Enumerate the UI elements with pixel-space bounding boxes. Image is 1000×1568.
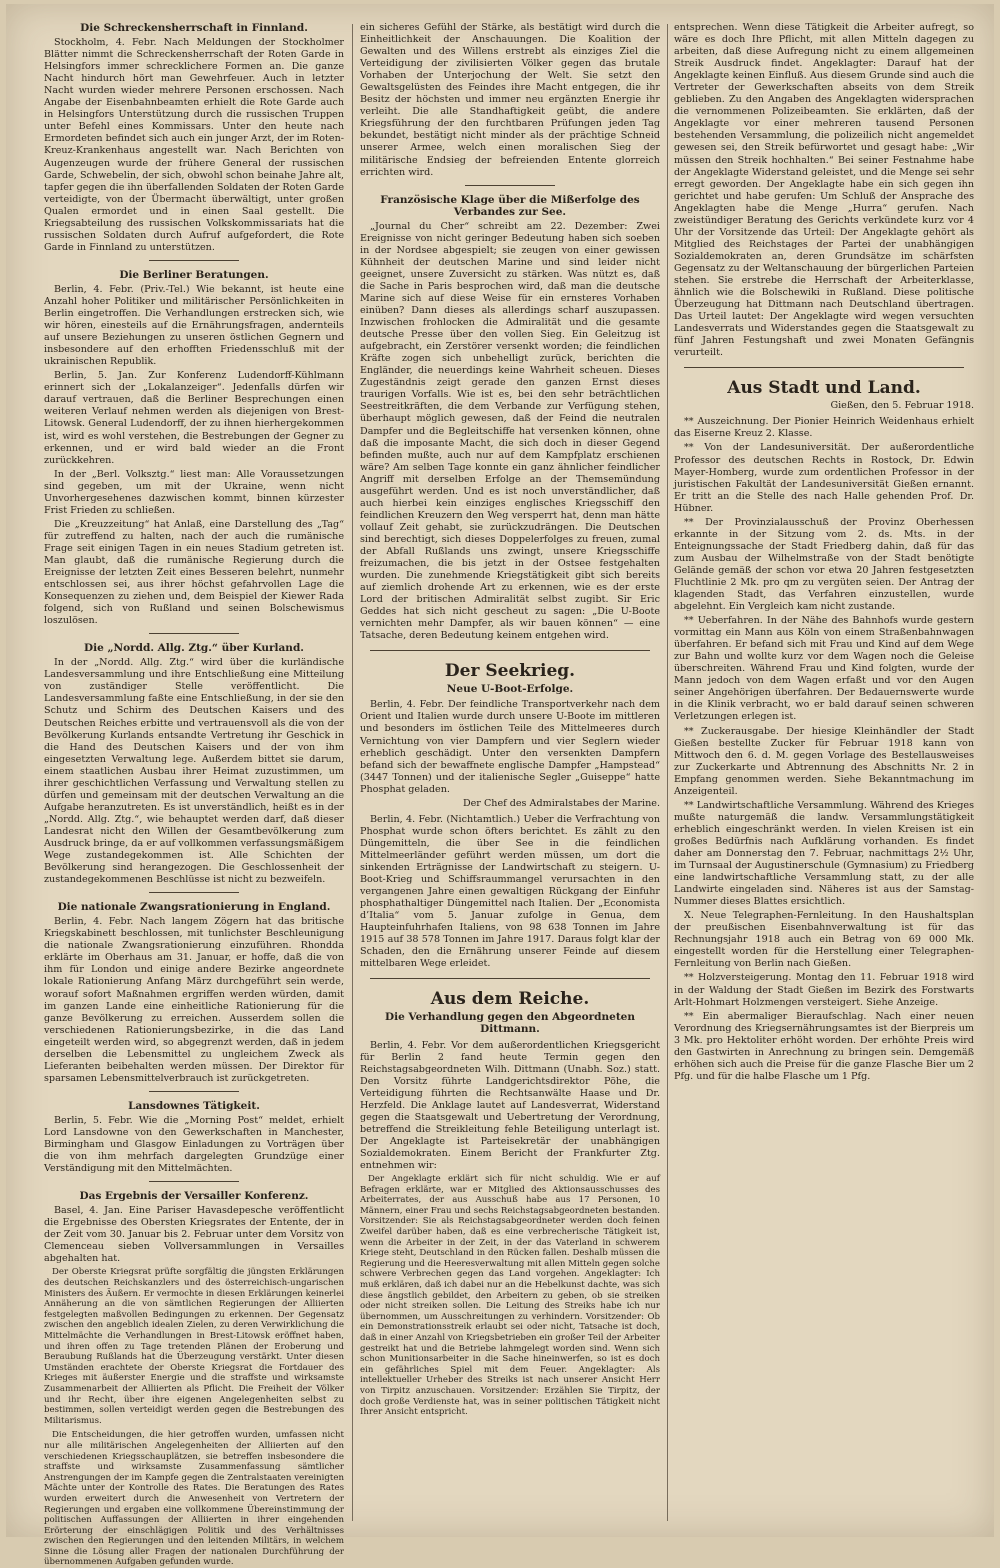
- article-body: ein sicheres Gefühl der Stärke, als bestätigt wird durch die Einheitlichkeit der Anschauungen. Die Koalition der Gewalten und des Willens erstrebt als einziges Ziel die Verteidigung der zivilisierten Völker gegen das brutale Vorhaben der Unterjochung der Welt. Sie setzt den Gewaltsgelüsten des Feindes ihre Macht entgegen, die ihr Besitz der höchsten und immer neu ergänzten Energie ihr verleiht. Die alle Standhaftigkeit geübt, die andere Kriegsführung der den furchtbaren Prüfungen jeden Tag bekundet, bestätigt nicht minder als der prächtige Schneid unserer Armee, welch einen moralischen Sieg der militärische Endsieg der befreienden Entente glorreich errichten wird.: [360, 22, 660, 178]
- article-body: Berlin, 4. Febr. (Priv.-Tel.) Wie bekannt, ist heute eine Anzahl hoher Politiker und militärischer Persönlichkeiten in Berlin eingetroffen. Die Verhandlungen erstrecken sich, wie wir hören, einesteils auf die Ernährungsfragen, andernteils auf unsere Beziehungen zu unseren östlichen Gegnern und insbesondere auf den erhofften Friedensschluß mit der ukrainischen Republik.: [44, 283, 344, 368]
- news-item: ** Ein abermaliger Bieraufschlag. Nach einer neuen Verordnung des Kriegsernährungsamtes ist der Bierpreis um 3 Mk. pro Hektoliter erhöht worden. Der erhöhte Preis wird den Gastwirten in Anrechnung zu bringen sein. Demgemäß erhöhen sich auch die Preise für die ganze Flasche Bier um 2 Pfg. und für die halbe Flasche um 1 Pfg.: [674, 1010, 974, 1082]
- column-rule: [352, 24, 353, 1521]
- news-item: ** Der Provinzialausschuß der Provinz Oberhessen erkannte in der Sitzung vom 2. ds. Mts. in der Enteignungssache der Stadt Friedberg dahin, daß für das zum Ausbau der Wilhelmstraße von der Stadt benötigte Gelände gemäß der schon vor etwa 20 Jahren festgesetzten Fluchtlinie 2 Mk. pro qm zu vergüten seien. Der Antrag der klagenden Stadt, das Verfahren einzustellen, wurde abgelehnt. Ein Vergleich kam nicht zustande.: [674, 516, 974, 613]
- article-headline: Die Berliner Beratungen.: [119, 268, 269, 281]
- article-headline: Lansdownes Tätigkeit.: [128, 1099, 260, 1112]
- separator: [149, 260, 239, 261]
- article-body: In der „Berl. Volksztg.“ liest man: Alle Voraussetzungen sind gegeben, um mit der Ukraine, wenn nicht Unvorhergesehenes dazwischen kommt, binnen kürzester Frist Frieden zu schließen.: [44, 468, 344, 516]
- dateline: Gießen, den 5. Februar 1918.: [830, 400, 974, 412]
- article-body: „Journal du Cher“ schreibt am 22. Dezember: Zwei Ereignisse von nicht geringer Bedeutung haben sich soeben in der Nordsee abgespielt; sie zeugen von einer gewissen Kühnheit der deutschen Marine und sind leider nicht geeignet, unsere Zuversicht zu stärken. Was nützt es, daß die Sache in Paris besprochen wird, daß man die deutsche Marine sich auf diese Weise für ein ernsteres Vorhaben einüben? Dann dieses als allerdings scharf auszupassen. Inzwischen frohlocken die Admiralität und die gesamte deutsche Presse über den vollen Sieg. Ein Geleitzug ist aufgebracht, ein Zerstörer versenkt worden; die feindlichen Kräfte zogen sich unbehelligt zurück, berichten die Engländer, die neuerdings keine Wahrheit scheuen. Dieses Zugeständnis zeigt gerade den ganzen Ernst dieses traurigen Vorfalls. Wie ist es, bei den sehr beträchtlichen Seestreitkräften, die dem Verbande zur Verfügung stehen, überhaupt möglich gewesen, daß der Feind die neutralen Dampfer und die Begleitschiffe hat versenken können, ohne daß die imposante Macht, die sich doch in dieser Gegend befinden mußte, auch nur auf dem Kampfplatz erschienen wäre? Am selben Tage konnte ein ganz ähnlicher feindlicher Angriff mit derselben Erfolge an der Themsemündung ausgeführt werden. Und es ist noch unverständlicher, daß auch hierbei kein einziges englisches Kriegsschiff den feindlichen Kreuzern den Weg versperrt hat, denn man hätte vollauf Zeit gehabt, sie zurückzudrängen. Die Deutschen sind berechtigt, sich dieses Doppelerfolges zu freuen, zumal der Abfall Rußlands uns zwingt, unsere Kriegsschiffe freizumachen, die bis jetzt in der Ostsee festgehalten wurden. Die zunehmende Kriegstätigkeit gibt sich bereits auf ziemlich drohende Art zu erkennen, wie es der erste Lord der britischen Admiralität selbst zugibt. Sir Eric Geddes hat sich nicht gescheut zu sagen: „Die U-Boote vernichten mehr Dampfer, als wir bauen können“ — eine Tatsache, deren Bedeutung keinem entgehen wird.: [360, 220, 660, 642]
- article-quote: Der Angeklagte erklärt sich für nicht schuldig. Wie er auf Befragen erklärte, war er Mitglied des Aktionsausschusses des Arbeiterrates, der aus Ausschuß habe aus 17 Personen, 10 Männern, einer Frau und sechs Reichstagsabgeordneten bestanden. Vorsitzender: Sie als Reichstagsabgeordneter werden doch feinen Zweifel darüber haben, daß es eine verbrecherische Tätigkeit ist, wenn die Arbeiter in der Zeit, in der das Vaterland in schwerem Kriege steht, Deutschland in den Rücken fallen. Deshalb müssen die Regierung und die Heeresverwaltung mit allen Mitteln gegen solche schwere Verbrechen gegen das Land vorgehen. Angeklagter: Ich muß erklären, daß ich dabei nur an die Hebelkunst dachte, was sich diese ängstlich gebildet, den Arbeitern zu geben, ob sie streiken oder nicht streiken sollen. Die Leitung des Streiks habe ich nur übernommen, um Ausschreitungen zu verhindern. Vorsitzender: Ob ein Demonstrationsstreik erlaubt sei oder nicht, Tatsache ist doch, daß in einer Anzahl von Kriegsbetrieben ein großer Teil der Arbeiter gestreikt hat und die Betriebe lahmgelegt worden sind. Wenn sich schon Munitionsarbeiter in die Sache hineinwerfen, so ist es doch ein gefährliches Spiel mit dem Feuer. Angeklagter: Als intellektueller Urheber des Streiks ist nach unserer Ansicht Herr von Tirpitz anzuschauen. Vorsitzender: Erzählen Sie Tirpitz, der doch große Verdienste hat, was in seiner politischen Tätigkeit nicht Ihrer Ansicht entspricht.: [360, 1174, 660, 1418]
- article-body: Berlin, 5. Jan. Zur Konferenz Ludendorff-Kühlmann erinnert sich der „Lokalanzeiger“. Jedenfalls dürfen wir darauf vertrauen, daß die Berliner Besprechungen einen weiteren Verlauf nehmen werden als diejenigen von Brest-Litowsk. General Ludendorff, der zu ihnen hierhergekommen ist, wird es wohl verstehen, die Bestrebungen der Gegner zu erkennen, und er wird bald wieder an die Front zurückkehren.: [44, 370, 344, 466]
- column-rule: [667, 24, 668, 1521]
- article-subheadline: Die Verhandlung gegen den Abgeordneten Dittmann.: [384, 1011, 635, 1036]
- article-body: Basel, 4. Jan. Eine Pariser Havasdepesche veröffentlicht die Ergebnisse des Obersten Kriegsrates der Entente, der in der Zeit vom 30. Januar bis 2. Februar unter dem Vorsitz von Clemenceau sieben Vollversammlungen in Versailles abgehalten hat.: [44, 1205, 344, 1265]
- article-headline: Die nationale Zwangsrationierung in England.: [57, 901, 331, 914]
- article-body: Berlin, 5. Febr. Wie die „Morning Post“ meldet, erhielt Lord Lansdowne von den Gewerkschaften in Manchester, Birmingham und Glasgow Einladungen zu Vorträgen über die von ihm mehrfach dargelegten Grundzüge einer Verständigung mit den Mittelmächten.: [44, 1114, 344, 1175]
- article-body: Berlin, 4. Febr. Vor dem außerordentlichen Kriegsgericht für Berlin 2 fand heute Termin gegen den Reichstagsabgeordneten Wilh. Dittmann (Unabh. Soz.) statt. Den Vorsitz führte Landgerichtsdirektor Pöhe, die Verteidigung führten die Rechtsanwälte Haase und Dr. Herzfeld. Die Anklage lautet auf Landesverrat, Widerstand gegen die Staatsgewalt und Uebertretung der Verordnung, betreffend die Streikleitung fehle Beteiligung unterlagt ist. Der Angeklagte ist Parteisekretär der unabhängigen Sozialdemokraten. Einem Bericht der Frankfurter Ztg. entnehmen wir:: [360, 1039, 660, 1171]
- section-headline: Aus dem Reiche.: [430, 989, 590, 1010]
- article-headline: Die Schreckensherrschaft in Finnland.: [80, 22, 308, 34]
- news-item: ** Von der Landesuniversität. Der außerordentliche Professor des deutschen Rechts in Rostock, Dr. Edwin Mayer-Homberg, wurde zum ordentlichen Professor in der juristischen Fakultät der Landesuniversität Gießen ernannt. Er tritt an die Stelle des nach Halle gehenden Prof. Dr. Hübner.: [674, 442, 974, 514]
- article-body: Stockholm, 4. Febr. Nach Meldungen der Stockholmer Blätter nimmt die Schreckensherrschaft der Roten Garde in Helsingfors immer schrecklichere Formen an. Die ganze Nacht hindurch hört man Gewehrfeuer. Auch in letzter Nacht wurden wieder mehrere Personen erschossen. Nach Angabe der Eisenbahnbeamten erhielt die Rote Garde auch in Helsingfors Unterstützung durch die russischen Truppen unter Befehl eines Kommissars. Unter den heute nach Ermordeten befindet sich auch ein junger Arzt, der im Roten-Kreuz-Krankenhaus angestellt war. Nach Berichten von Augenzeugen wurde der frühere General der russischen Garde, Schwebelin, der sich, obwohl schon beinahe Jahre alt, tapfer gegen die ihn überfallenden Soldaten der Roten Garde verteidigte, von der Übermacht überwältigt, unter großen Qualen ermordet und in einen Saal gestellt. Die Kriegsabteilung des russischen Volkskommissariats hat die russischen Soldaten durch Aufruf aufgefordert, die Rote Garde in Finnland zu unterstützen.: [44, 37, 344, 253]
- article-body: Berlin, 4. Febr. (Nichtamtlich.) Ueber die Verfrachtung von Phosphat wurde schon öfters berichtet. Es zählt zu den Düngemitteln, die über See in die feindlichen Mittelmeerländer geführt werden müssen, um dort die sinkenden Erträgnisse der Landwirtschaft zu steigern. U-Boot-Krieg und Schiffsraummangel verursachten in den vergangenen Jahre einen gewaltigen Rückgang der Einfuhr phosphathaltiger Düngemittel nach Italien. Der „Economista d’Italia“ vom 5. Januar zufolge in Genua, dem Haupteinfuhrhafen Italiens, von 98 638 Tonnen im Jahre 1915 auf 38 578 Tonnen im Jahre 1917. Daraus folgt klar der Schaden, den die Ernährung unserer Feinde auf diesem mittelbaren Wege erleidet.: [360, 813, 660, 970]
- article-body: entsprechen. Wenn diese Tätigkeit die Arbeiter aufregt, so wäre es doch Ihre Pflicht, mit allen Mitteln dagegen zu arbeiten, daß diese Aufregung nicht zu einem allgemeinen Streik Ausdruck findet. Angeklagter: Darauf hat der Angeklagte keinen Einfluß. Aus diesem Grunde sind auch die Vertreter der Gewerkschaften abseits von dem Streik geblieben. Zu den Angaben des Angeklagten widersprachen die vernommenen Polizeibeamten. Sie erklärten, daß der Angeklagte vor einer mehreren tausend Personen bestehenden Versammlung, die polizeilich nicht angemeldet gewesen sei, den Streik befürwortet und gesagt habe: „Wir müssen den Streik hochhalten.“ Bei seiner Festnahme habe der Angeklagte Widerstand geleistet, und die Menge sei sehr erregt geworden. Der Angeklagte habe ein sich gegen ihn gerichtet und habe gerufen: Um Schluß der Ansprache des Angeklagten habe die Menge „Hurra“ gerufen. Nach zweistündiger Beratung des Gerichts verkündete kurz vor 4 Uhr der Vorsitzende das Urteil: Der Angeklagte gehört als Mitglied des Reichstages der Partei der unabhängigen Sozialdemokraten an, deren Grundsätze im schärfsten Gegensatz zu der Weltanschauung der bürgerlichen Parteien stehen. Sie erstrebe die Herrschaft der Arbeiterklasse, ähnlich wie die Bolschewiki in Rußland. Diese politische Überzeugung hat Dittmann nach Deutschland übertragen. Das Urteil lautet: Der Angeklagte wird wegen versuchten Landesverrats und Widerstandes gegen die Staatsgewalt zu fünf Jahren Festungshaft und zwei Monaten Gefängnis verurteilt.: [674, 22, 974, 359]
- article-signature: Der Chef des Admiralstabes der Marine.: [462, 797, 660, 809]
- article-headline: Das Ergebnis der Versailler Konferenz.: [79, 1190, 309, 1203]
- news-item: ** Landwirtschaftliche Versammlung. Während des Krieges mußte naturgemäß die landw. Versammlungstätigkeit erheblich eingeschränkt werden. In vielen Kreisen ist ein großes Bedürfnis nach Aufklärung vorhanden. Es findet daher am Donnerstag den 7. Februar, nachmittags 2½ Uhr, im Turnsaal der Augustinerschule (Gymnasium) zu Friedberg eine landwirtschaftliche Versammlung statt, zu der alle Landwirte eingeladen sind. Näheres ist aus der Samstag-Nummer dieses Blattes ersichtlich.: [674, 799, 974, 908]
- separator: [465, 185, 555, 186]
- article-body: Die „Kreuzzeitung“ hat Anlaß, eine Darstellung des „Tag“ für zutreffend zu halten, nach der auch die rumänische Frage seit einigen Tagen in ein neues Stadium getreten ist. Man glaubt, daß die rumänische Regierung durch die Ereignisse der letzten Zeit eines Besseren belehrt, nunmehr entschlossen sei, aus ihrer höchst gefahrvollen Lage die Konsequenzen zu ziehen und, dem Beispiel der Kiewer Rada folgend, sich von Rußland und seinen Bolschewismus loszulösen.: [44, 518, 344, 627]
- article-headline: Französische Klage über die Mißerfolge des Verbandes zur See.: [380, 193, 640, 218]
- section-headline: Aus Stadt und Land.: [727, 378, 921, 399]
- article-body: In der „Nordd. Allg. Ztg.“ wird über die kurländische Landesversammlung und ihre Entschließung eine Mitteilung von zuständiger Stelle veröffentlicht. Die Landesversammlung faßte eine Entschließung, in der sie den Schutz und Schirm des Deutschen Kaisers und des Deutschen Reiches erbitte und vertrauensvoll als die von der Bevölkerung Kurlands entsandte Vertretung ihr Geschick in die Hand des Deutschen Kaisers und der von ihm eingesetzten Verwaltung lege. Außerdem bittet sie darum, einem staatlichen Ausbau ihrer Heimat zuzustimmen, um ihrer geschichtlichen Verfassung und Verwaltung stellen zu dürfen und gemeinsam mit der deutschen Verwaltung an die Aufgabe heranzutreten. Es ist unverständlich, heißt es in der „Nordd. Allg. Ztg.“, wie behauptet werden darf, daß dieser Landesrat nicht den Willen der Gesamtbevölkerung zum Ausdruck bringe, da er auf vollkommen verfassungsmäßigem Wege zustandegekommen ist. Alle Schichten der Bevölkerung sind herangezogen. Die Geschlossenheit der zustandegekommenen Beschlüsse ist nicht zu bezweifeln.: [44, 657, 344, 886]
- column-middle: [360, 22, 660, 1523]
- article-quote: Die Entscheidungen, die hier getroffen wurden, umfassen nicht nur alle militärischen Angelegenheiten der Alliierten auf den verschiedenen Kriegsschauplätzen, sie betreffen insbesondere die straffste und wirksamste Zusammenfassung sämtlicher Anstrengungen der im Kampfe gegen die Zentralstaaten vereinigten Mächte unter der Kontrolle des Rates. Die Beratungen des Rates wurden erweitert durch die Anwesenheit von Vertretern der Regierungen und ergaben eine vollkommene Übereinstimmung der politischen Auffassungen der Alliierten in ihrer eingehenden Erörterung der einschlägigen Politik und des Verhältnisses zwischen den Regierungen und den leitenden Militärs, in welchem Sinne die Lösung aller Fragen der nationalen Durchführung der übernommenen Aufgaben gefunden wurde.: [44, 1430, 344, 1568]
- article-headline: Die „Nordd. Allg. Ztg.“ über Kurland.: [84, 642, 304, 655]
- article-body: Berlin, 4. Febr. Nach langem Zögern hat das britische Kriegskabinett beschlossen, mit tunlichster Beschleunigung die nationale Zwangsrationierung einzuführen. Rhondda erklärte im Oberhaus am 31. Januar, er hoffe, daß die von ihm für London und einige andere Bezirke angeordnete lokale Rationierung Anfang März durchgeführt sein werde, worauf sofort Maßnahmen ergriffen werden würden, damit im ganzen Lande eine einheitliche Rationierung für die ganze Bevölkerung zu erreichen. Ausserdem sollen die verschiedenen Rationierungsbezirke, in die das Land eingeteilt werden wird, so abgegrenzt werden, daß in jedem derselben die Lebensmittel zu ungleichem Zweck als Lieferanten beibehalten werden müssen. Der Direktor für sparsamen Lebensmittelverbrauch ist zurückgetreten.: [44, 916, 344, 1084]
- separator: [149, 1181, 239, 1182]
- separator: [149, 1091, 239, 1092]
- article-quote: Der Oberste Kriegsrat prüfte sorgfältig die jüngsten Erklärungen des deutschen Reichskanzlers und des österreichisch-ungarischen Ministers des Äußern. Er vermochte in diesen Erklärungen keinerlei Annäherung an die von sämtlichen Regierungen der Alliierten festgelegten maßvollen Bedingungen zu erkennen. Der Gegensatz zwischen den angeblich idealen Zielen, zu deren Verwirklichung die Mittelmächte die Verhandlungen in Brest-Litowsk eröffnet haben, und ihren offen zu Tage tretenden Plänen der Eroberung und Beraubung Rußlands hat die Überzeugung verstärkt. Unter diesen Umständen erachtete der Oberste Kriegsrat die Fortdauer des Krieges mit äußerster Energie und die straffste und wirksamste Zusammenarbeit der Alliierten als Pflicht. Die Freiheit der Völker und ihr Recht, über ihre eigenen Angelegenheiten selbst zu bestimmen, sollen verteidigt werden gegen die Bestrebungen des Militarismus.: [44, 1267, 344, 1426]
- article-subheadline: Neue U-Boot-Erfolge.: [446, 683, 574, 696]
- column-right: [674, 22, 974, 1523]
- news-item: ** Holzversteigerung. Montag den 11. Februar 1918 wird in der Waldung der Stadt Gießen im Bezirk des Forstwarts Arlt-Hohmart Holzmengen versteigert. Siehe Anzeige.: [674, 972, 974, 1008]
- separator: [370, 978, 650, 979]
- separator: [149, 633, 239, 634]
- separator: [684, 367, 964, 368]
- separator: [370, 650, 650, 651]
- column-left: [44, 22, 344, 1568]
- news-item: ** Ueberfahren. In der Nähe des Bahnhofs wurde gestern vormittag ein Mann aus Köln von einem Straßenbahnwagen überfahren. Er befand sich mit Frau und Kind auf dem Wege zur Bahn und wollte kurz vor dem Wagen noch die Geleise überschreiten. Während Frau und Kind folgten, wurde der Mann jedoch von dem Wagen erfaßt und vor den Augen seiner Angehörigen überfahren. Der Bedauernswerte wurde in die Klinik verbracht, wo er bald darauf seinen schweren Verletzungen erlegen ist.: [674, 615, 974, 723]
- news-item: ** Auszeichnung. Der Pionier Heinrich Weidenhaus erhielt das Eiserne Kreuz 2. Klasse.: [674, 416, 974, 440]
- newspaper-page: [6, 4, 994, 1568]
- separator: [149, 892, 239, 893]
- news-item: ** Zuckerausgabe. Der hiesige Kleinhändler der Stadt Gießen bestellte Zucker für Februar 1918 kann von Mittwoch den 6. d. M. gegen Vorlage des Bestellausweises zur Zuckerkarte und Abtrennung des Abschnitts Nr. 2 in Empfang genommen werden. Siehe Bekanntmachung im Anzeigenteil.: [674, 725, 974, 797]
- news-item: X. Neue Telegraphen-Fernleitung. In den Haushaltsplan der preußischen Eisenbahnverwaltung ist für das Rechnungsjahr 1918 auch ein Betrag von 69 000 Mk. eingestellt worden für die Herstellung einer Telegraphen-Fernleitung von Berlin nach Gießen.: [674, 910, 974, 970]
- article-body: Berlin, 4. Febr. Der feindliche Transportverkehr nach dem Orient und Italien wurde durch unsere U-Boote im mittleren und besonders im östlichen Teile des Mittelmeeres durch Vernichtung von vier Dampfern und vier Seglern wieder erheblich geschädigt. Unter den versenkten Dampfern befand sich der bewaffnete englische Dampfer „Hampstead“ (3447 Tonnen) und der italienische Segler „Guiseppe“ hatte Phosphat geladen.: [360, 699, 660, 795]
- section-headline: Der Seekrieg.: [444, 661, 576, 682]
